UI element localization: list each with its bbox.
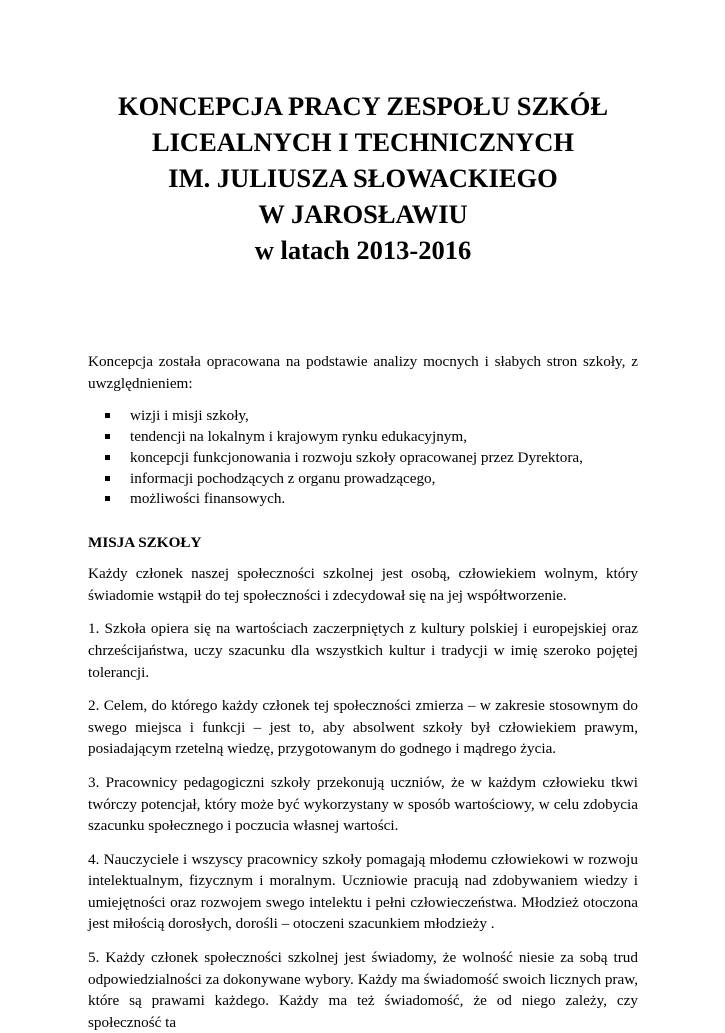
list-item: [105, 427, 638, 448]
mission-paragraph: 4. Nauczyciele i wszyscy pracownicy szkoły pomagają młodemu człowiekowi w rozwoju intelektualnym, fizycznym i moralnym. Uczniowie pracują nad zdobywaniem wiedzy i umiejętności oraz rozwojem swego intelektu i pełni człowieczeństwa. Młodzież otoczona jest miłością dorosłych, dorośli – otoczeni szacunkiem młodzieży .: [88, 850, 638, 933]
list-item: [105, 489, 638, 510]
list-item: [105, 469, 638, 490]
title-line-4: W JAROSŁAWIU: [258, 199, 468, 229]
section-heading: MISJA SZKOŁY: [88, 534, 202, 552]
list-item: [105, 448, 638, 469]
square-bullet-icon: [105, 455, 110, 460]
considerations-list: [88, 406, 638, 510]
list-item-text: możliwości finansowych.: [130, 490, 286, 508]
intro-paragraph: Koncepcja została opracowana na podstawie analizy mocnych i słabych stron szkoły, z uwzględnieniem:: [88, 353, 638, 392]
list-item-text: tendencji na lokalnym i krajowym rynku edukacyjnym,: [130, 427, 467, 445]
title-line-5: w latach 2013-2016: [254, 235, 472, 265]
list-item-text: informacji pochodzących z organu prowadzącego,: [130, 469, 436, 487]
title-line-3: IM. JULIUSZA SŁOWACKIEGO: [168, 163, 558, 193]
document-title: [88, 0, 638, 268]
square-bullet-icon: [105, 434, 110, 439]
list-item: [105, 406, 638, 427]
title-line-2: LICEALNYCH I TECHNICZNYCH: [151, 127, 575, 157]
square-bullet-icon: [105, 476, 110, 481]
list-item-text: wizji i misji szkoły,: [130, 407, 249, 425]
square-bullet-icon: [105, 496, 110, 501]
mission-paragraph: Każdy członek naszej społeczności szkolnej jest osobą, człowiekiem wolnym, który świadomie wstąpił do tej społeczności i zdecydował się na jej współtworzenie.: [88, 565, 638, 604]
mission-paragraph: 3. Pracownicy pedagogiczni szkoły przekonują uczniów, że w każdym człowieku tkwi twórczy potencjał, który może być wykorzystany w sposób wartościowy, w celu zdobycia szacunku społecznego i poczucia własnej wartości.: [88, 773, 638, 835]
mission-paragraph: 1. Szkoła opiera się na wartościach zaczerpniętych z kultury polskiej i europejskiej oraz chrześcijaństwa, uczy szacunku dla wszystkich kultur i tradycji w imię szeroko pojętej tolerancji.: [88, 620, 638, 681]
square-bullet-icon: [105, 413, 110, 418]
mission-paragraph: 5. Każdy członek społeczności szkolnej jest świadomy, że wolność niesie za sobą trud odpowiedzialności za dokonywane wybory. Każdy ma świadomość swoich licznych praw, które są prawami każdego. Każdy ma też świadomość, że od niego zależy, czy społeczność ta: [88, 949, 638, 1031]
mission-paragraph: 2. Celem, do którego każdy członek tej społeczności zmierza – w zakresie stosownym do swego miejsca i funkcji – jest to, aby absolwent szkoły był człowiekiem prawym, posiadającym rzetelną wiedzę, przygotowanym do godnego i mądrego życia.: [88, 697, 638, 758]
list-item-text: koncepcji funkcjonowania i rozwoju szkoły opracowanej przez Dyrektora,: [130, 448, 583, 466]
title-line-1: KONCEPCJA PRACY ZESPOŁU SZKÓŁ: [117, 91, 609, 121]
